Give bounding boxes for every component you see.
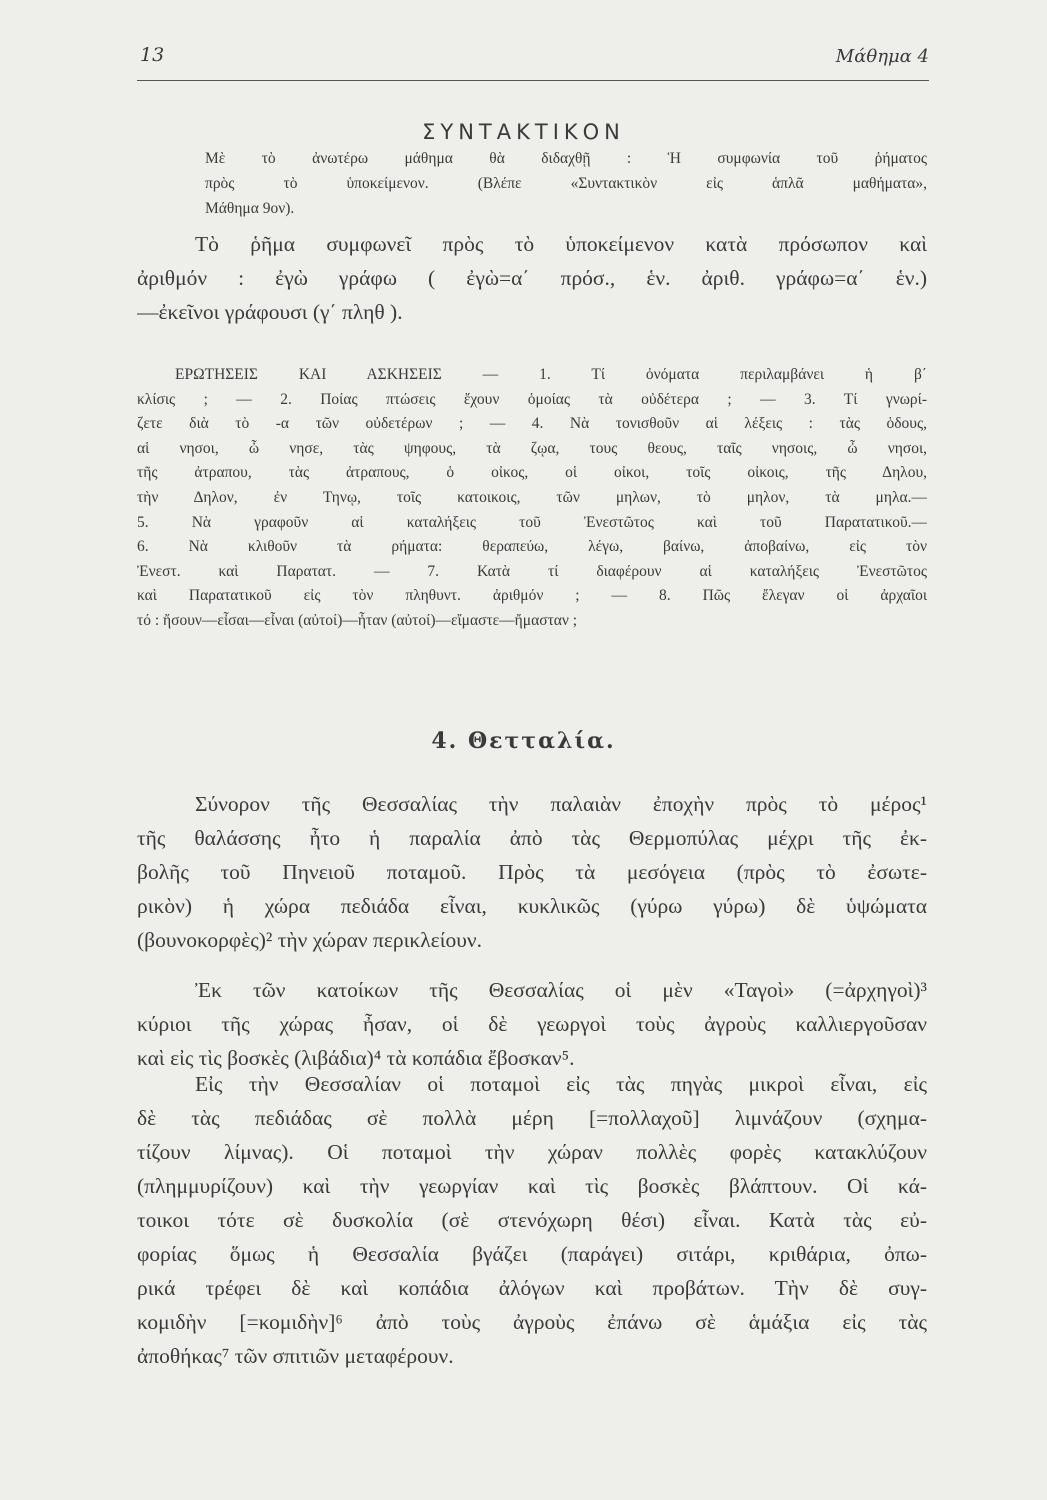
reading-heading: 4. Θετταλία. — [431, 728, 616, 754]
paragraph-line: ρικά τρέφει δὲ καὶ κοπάδια ἀλόγων καὶ προβάτων. Τὴν δὲ συγ- — [137, 1276, 927, 1300]
paragraph-line: (πλημμυρίζουν) καὶ τὴν γεωργίαν καὶ τὶς βοσκὲς βλάπτουν. Οἱ κά- — [137, 1174, 927, 1198]
paragraph-line: κομιδὴν [=κομιδὴν]⁶ ἀπὸ τοὺς ἀγροὺς ἐπάνω σὲ ἁμάξια εἰς τὰς — [137, 1310, 927, 1334]
paragraph-line: τίζουν λίμνας). Οἱ ποταμοὶ τὴν χώραν πολλὲς φορὲς κατακλύζουν — [137, 1140, 927, 1164]
exercise-line: κλίσις ; — 2. Ποίας πτώσεις ἔχουν ὁμοίας τὰ οὐδέτερα ; — 3. Τί γνωρί- — [137, 390, 927, 408]
paragraph-line: ρικὸν) ἡ χώρα πεδιάδα εἶναι, κυκλικῶς (γύρω γύρω) δὲ ὑψώματα — [137, 894, 927, 918]
exercise-line: αἱ νησοι, ὦ νησε, τὰς ψηφους, τὰ ζῳα, τους θεους, ταῖς νησοις, ὦ νησοι, — [137, 439, 927, 457]
exercise-line: τό : ἤσουν—εἶσαι—εἶναι (αὐτοί)—ἦταν (αὐτοί)—εἴμαστε—ἤμασταν ; — [137, 612, 578, 629]
intro-line: Μάθημα 9ον). — [205, 200, 295, 217]
paragraph-line: φορίας ὅμως ἡ Θεσσαλία βγάζει (παράγει) σιτάρι, κριθάρια, ὀπω- — [137, 1242, 927, 1266]
paragraph-line: δὲ τὰς πεδιάδας σὲ πολλὰ μέρη [=πολλαχοῦ] λιμνάζουν (σχημα- — [137, 1106, 927, 1130]
paragraph-line: τοικοι τότε σὲ δυσκολία (σὲ στενόχωρη θέσι) εἶναι. Κατὰ τὰς εὐ- — [137, 1208, 927, 1232]
paragraph-line: (βουνοκορφὲς)² τὴν χώραν περικλείουν. — [137, 928, 482, 952]
rule-line: —ἐκεῖνοι γράφουσι (γ΄ πληθ ). — [137, 300, 403, 324]
rule-line: ἀριθμόν : ἐγὼ γράφω ( ἐγὼ=α΄ πρόσ., ἑν. ἀριθ. γράφω=α΄ ἑν.) — [137, 266, 927, 290]
exercise-line: ΕΡΩΤΗΣΕΙΣ ΚΑΙ ΑΣΚΗΣΕΙΣ — 1. Τί ὀνόματα περιλαμβάνει ἡ β΄ — [175, 366, 927, 383]
paragraph-line: κύριοι τῆς χώρας ἦσαν, οἱ δὲ γεωργοὶ τοὺς ἀγροὺς καλλιεργοῦσαν — [137, 1012, 927, 1036]
paragraph-line: βολῆς τοῦ Πηνειοῦ ποταμοῦ. Πρὸς τὰ μεσόγεια (πρὸς τὸ ἐσωτε- — [137, 860, 927, 884]
paragraph-line: ἀποθήκας⁷ τῶν σπιτιῶν μεταφέρουν. — [137, 1344, 454, 1368]
paragraph-line: τῆς θαλάσσης ἦτο ἡ παραλία ἀπὸ τὰς Θερμοπύλας μέχρι τῆς ἐκ- — [137, 826, 927, 850]
exercise-line: καὶ Παρατατικοῦ εἰς τὸν πληθυντ. ἀριθμόν ; — 8. Πῶς ἔλεγαν οἱ ἀρχαῖοι — [137, 587, 927, 605]
exercise-line: τῆς ἀτραπου, τὰς ἀτραπους, ὁ οἰκος, οἱ οἰκοι, τοῖς οἰκοις, τῆς Δηλου, — [137, 464, 927, 482]
header-rule — [137, 80, 929, 81]
page-number: 13 — [140, 44, 165, 66]
exercise-line: 6. Νὰ κλιθοῦν τὰ ρήματα: θεραπεύω, λέγω, βαίνω, ἀποβαίνω, εἰς τὸν — [137, 538, 927, 556]
rule-line: Τὸ ῥῆμα συμφωνεῖ πρὸς τὸ ὑποκείμενον κατὰ πρόσωπον καὶ — [195, 232, 927, 256]
exercise-line: 5. Νὰ γραφοῦν αἱ καταλήξεις τοῦ Ἐνεστῶτος καὶ τοῦ Παρατατικοῦ.— — [137, 513, 927, 531]
paragraph-line: Σύνορον τῆς Θεσσαλίας τὴν παλαιὰν ἐποχὴν πρὸς τὸ μέρος¹ — [195, 792, 927, 816]
running-header-lesson: Μάθημα 4 — [835, 46, 929, 67]
exercise-line: τὴν Δηλον, ἐν Τηνῳ, τοῖς κατοικοις, τῶν μηλων, τὸ μηλον, τὰ μηλα.— — [137, 489, 927, 506]
intro-line: Μὲ τὸ ἀνωτέρω μάθημα θὰ διδαχθῇ : Ἡ συμφωνία τοῦ ῥήματος — [205, 150, 927, 167]
paragraph-line: καὶ εἰς τὶς βοσκὲς (λιβάδια)⁴ τὰ κοπάδια ἔβοσκαν⁵. — [137, 1046, 575, 1070]
section-title: ΣΥΝΤΑΚΤΙΚΟΝ — [422, 120, 625, 144]
exercise-line: Ἐνεστ. καὶ Παρατατ. — 7. Κατὰ τί διαφέρουν αἱ καταλήξεις Ἐνεστῶτος — [137, 562, 927, 580]
intro-line: πρὸς τὸ ὑποκείμενον. (Βλέπε «Συντακτικὸν εἰς ἁπλᾶ μαθήματα», — [205, 175, 927, 192]
paragraph-line: Εἰς τὴν Θεσσαλίαν οἱ ποταμοὶ εἰς τὰς πηγὰς μικροὶ εἶναι, εἰς — [195, 1072, 927, 1096]
paragraph-line: Ἐκ τῶν κατοίκων τῆς Θεσσαλίας οἱ μὲν «Ταγοὶ» (=ἀρχηγοὶ)³ — [195, 978, 927, 1002]
exercise-line: ζετε διὰ τὸ -α τῶν οὐδετέρων ; — 4. Νὰ τονισθοῦν αἱ λέξεις : τὰς ὁδους, — [137, 415, 927, 433]
